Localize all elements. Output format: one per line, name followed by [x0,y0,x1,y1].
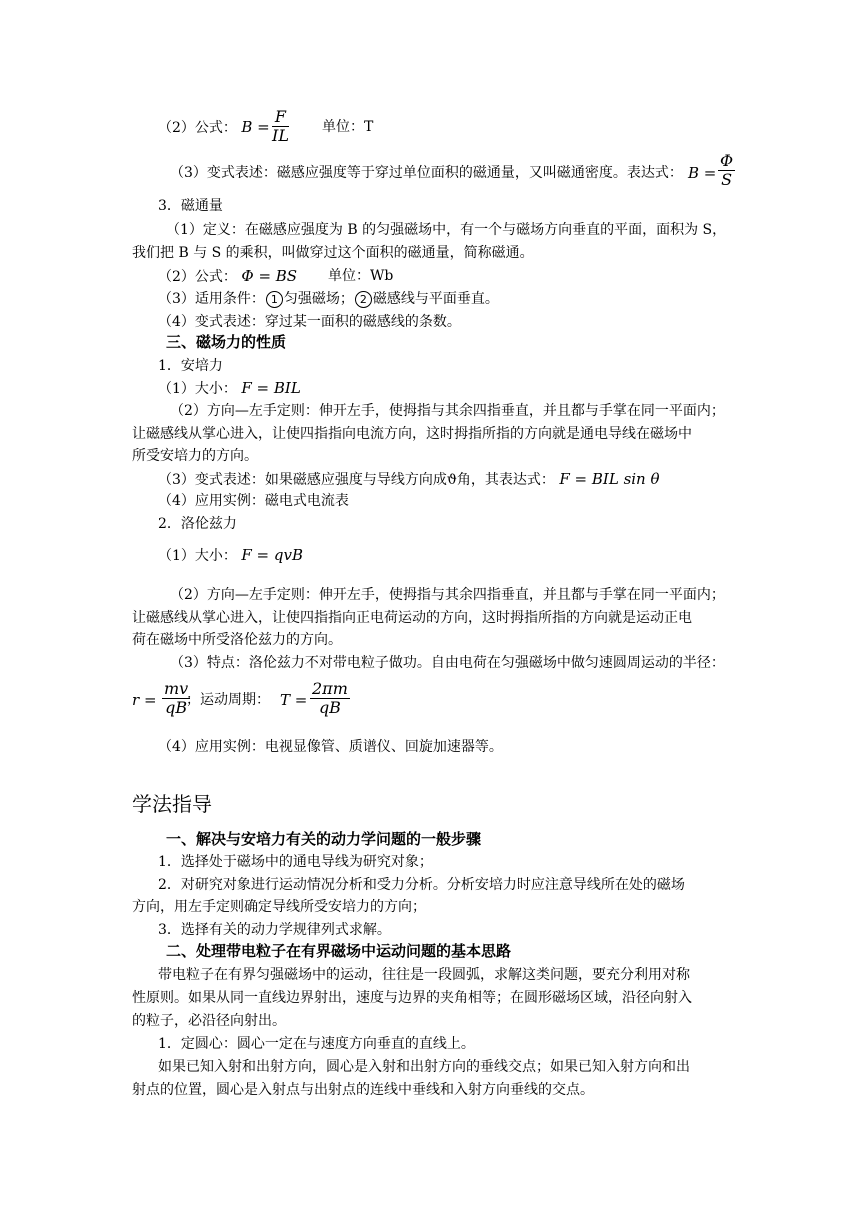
lorentz-size-line [158,545,303,566]
flux-def-line2: 我们把 B 与 S 的乘积，叫做穿过这个面积的磁通量，简称磁通。 [132,245,534,261]
circled-number-1: 1 [266,291,283,308]
force-heading: 三、磁场力的性质 [166,333,287,351]
ampere-variant-line [158,469,660,490]
guide-s1-step2-line1: 2．对研究对象进行运动情况分析和受力分析。分析安培力时应注意导线所在处的磁场 [158,877,685,893]
guide-s2-para-line1: 如果已知入射和出射方向，圆心是入射和出射方向的垂线交点；如果已知入射方向和出 [158,1059,690,1075]
guide-s1-step3: 3．选择有关的动力学规律列式求解。 [158,922,391,938]
b-variant-text: （3）变式表述：磁感应强度等于穿过单位面积的磁通量，又叫磁通密度。表达式： [170,165,683,181]
formula-label: （2）公式： [158,120,237,136]
lorentz-size-label: （1）大小： [158,548,237,564]
lorentz-heading: 2．洛伦兹力 [158,516,237,532]
b-variant-lhs: B = [688,164,717,182]
b-formula-fraction [272,108,289,145]
guide-s1-step2-line2: 方向，用左手定则确定导线所受安培力的方向； [132,899,426,915]
period-lhs: T = [280,691,308,709]
guide-s2-para-line2: 射点的位置，圆心是入射点与出射点的连线中垂线和入射方向垂线的交点。 [132,1082,594,1098]
period-numerator: 2πm [312,679,348,698]
ampere-size-formula: F = BIL [241,379,301,397]
b-formula-numerator: F [272,108,289,127]
b-unit: 单位：T [322,119,374,135]
guide-section2-heading: 二、处理带电粒子在有界磁场中运动问题的基本思路 [166,942,512,960]
circled-number-2: 2 [355,291,372,308]
ampere-application: （4）应用实例：磁电式电流表 [158,493,349,509]
flux-variant: （4）变式表述：穿过某一面积的磁感线的条数。 [158,314,461,330]
guide-section1-heading: 一、解决与安培力有关的动力学问题的一般步骤 [166,830,482,848]
flux-condition-line [158,289,499,309]
guide-s1-step1: 1．选择处于磁场中的通电导线为研究对象； [158,854,433,870]
lorentz-direction-line3: 荷在磁场中所受洛伦兹力的方向。 [132,632,342,648]
ampere-heading: 1．安培力 [158,358,223,374]
ampere-variant-label: （3）变式表述：如果磁感应强度与导线方向成ϑ角，其表达式： [158,472,555,488]
guide-s2-intro-line2: 性原则。如果从同一直线边界射出，速度与边界的夹角相等；在圆形磁场区域，沿径向射入 [132,990,692,1006]
ampere-direction-line2: 让磁感线从掌心进入，让使四指指向电流方向，这时拇指所指的方向就是通电导线在磁场中 [132,426,692,442]
guide-s2-step1: 1．定圆心：圆心一定在与速度方向垂直的直线上。 [158,1036,475,1052]
lorentz-direction-line1: （2）方向—左手定则：伸开左手，使拇指与其余四指垂直，并且都与手掌在同一平面内； [170,587,725,603]
b-formula-denominator: IL [272,126,289,145]
flux-condition-label: （3）适用条件： [158,291,265,307]
b-formula-lhs: B = [241,118,270,136]
lorentz-application: （4）应用实例：电视显像管、质谱仪、回旋加速器等。 [158,739,503,755]
lorentz-direction-line2: 让磁感线从掌心进入，让使四指指向正电荷运动的方向，这时拇指所指的方向就是运动正电 [132,610,692,626]
lorentz-size-formula: F = qvB [241,546,303,564]
guide-s2-intro-line1: 带电粒子在有界匀强磁场中的运动，往往是一段圆弧，求解这类问题，要充分利用对称 [158,967,690,983]
flux-condition-2: 磁感线与平面垂直。 [372,291,499,307]
flux-formula: Φ = BS [241,267,298,285]
guide-s2-intro-line3: 的粒子，必沿径向射出。 [132,1013,286,1029]
radius-numerator: mv [164,679,189,698]
b-formula-line [158,117,270,138]
lorentz-feature: （3）特点：洛伦兹力不对带电粒子做功。自由电荷在匀强磁场中做匀速圆周运动的半径： [170,655,725,671]
flux-condition-1: 匀强磁场； [283,291,354,307]
flux-def-line1: （1）定义：在磁感应强度为 B 的匀强磁场中，有一个与磁场方向垂直的平面，面积为 S， [166,222,727,238]
ampere-direction-line1: （2）方向—左手定则：伸开左手，使拇指与其余四指垂直，并且都与手掌在同一平面内； [170,403,725,419]
radius-lhs: r = [132,691,157,709]
period-label: ；运动周期： [186,692,270,708]
ampere-size-label: （1）大小： [158,381,237,397]
ampere-direction-line3: 所受安培力的方向。 [132,448,258,464]
guide-title: 学法指导 [132,792,212,816]
b-variant-fraction [718,152,735,189]
b-variant-numerator: Φ [720,151,734,170]
period-denominator: qB [318,698,341,717]
radius-denominator: qB [165,698,188,717]
ampere-variant-formula: F = BIL sin θ [559,470,660,488]
flux-heading: 3．磁通量 [158,198,223,214]
period-fraction [310,680,350,717]
ampere-size-line [158,378,301,399]
flux-formula-line [158,266,297,287]
flux-formula-label: （2）公式： [158,269,237,285]
b-variant-denominator: S [721,170,733,189]
flux-unit: 单位：Wb [328,268,394,284]
